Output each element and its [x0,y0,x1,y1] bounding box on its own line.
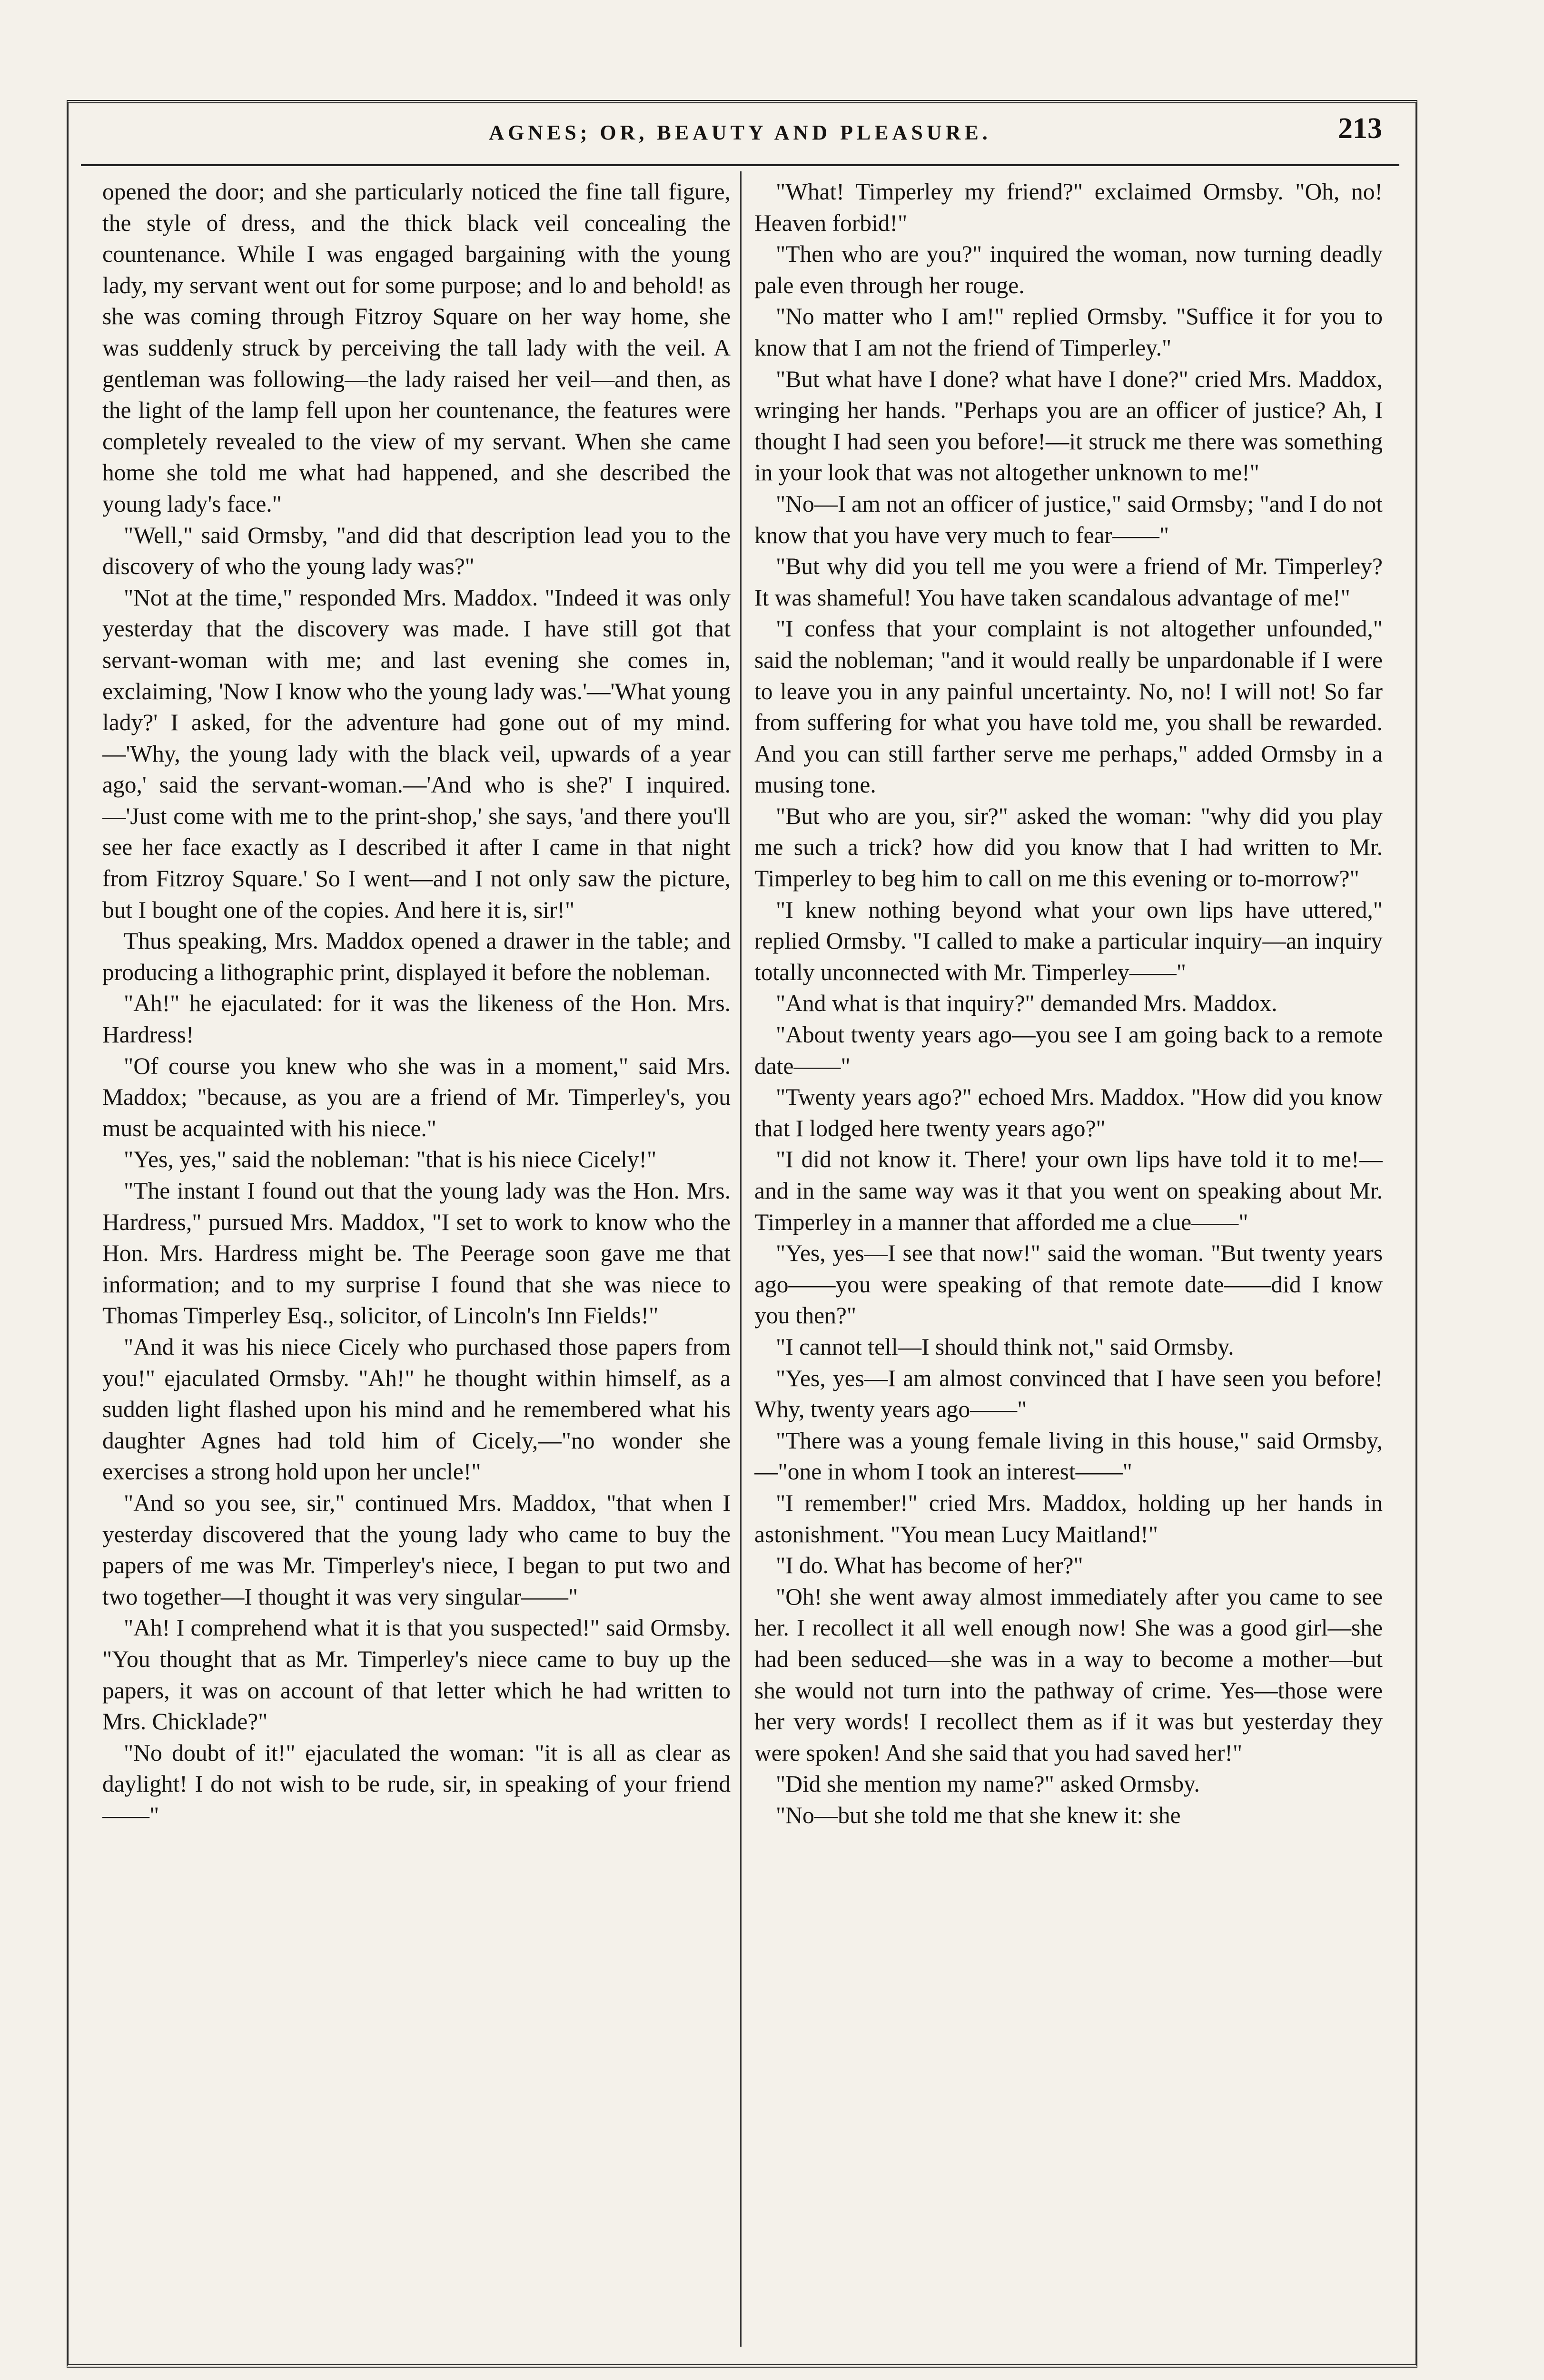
left-column [102,176,731,2342]
right-paragraph: "And what is that inquiry?" demanded Mrs. Maddox. [776,990,1277,1017]
right-paragraph: "But what have I done? what have I done?" cried Mrs. Maddox, wringing her hands. "Perhaps you are an officer of justice? Ah, I thought I had seen you before!—it struck me there was something in your look that was not altogether unknown to me!" [754,366,1383,486]
running-head [81,112,1399,166]
right-paragraph: "I remember!" cried Mrs. Maddox, holding up her hands in astonishment. "You mean Lucy Maitland!" [754,1489,1383,1547]
right-paragraph: "I knew nothing beyond what your own lips have uttered," replied Ormsby. "I called to make a particular inquiry—an inquiry totally unconnected with Mr. Timperley——" [754,896,1383,985]
left-paragraph: "Not at the time," responded Mrs. Maddox. "Indeed it was only yesterday that the discovery was made. I have still got that servant-woman with me; and last evening she comes in, exclaiming, 'Now I know who the young lady was.'—'What young lady?' I asked, for the adventure had gone out of my mind.—'Why, the young lady with the black veil, upwards of a year ago,' said the servant-woman.—'And who is she?' I inquired.—'Just come with me to the print-shop,' she says, 'and there you'll see her face exactly as I described it after I came in that night from Fitzroy Square.' So I went—and I not only saw the picture, but I bought one of the copies. And here it is, sir!" [102,584,731,923]
right-paragraph: "Twenty years ago?" echoed Mrs. Maddox. "How did you know that I lodged here twenty years ago?" [754,1084,1383,1141]
right-paragraph: "But who are you, sir?" asked the woman: "why did you play me such a trick? how did you know that I had written to Mr. Timperley to beg him to call on me this evening or to-morrow?" [754,803,1383,892]
left-paragraph: "The instant I found out that the young lady was the Hon. Mrs. Hardress," pursued Mrs. Maddox, "I set to work to know who the Hon. Mrs. Hardress might be. The Peerage soon gave me that information; and to my surprise I found that she was niece to Thomas Timperley Esq., solicitor, of Lincoln's Inn Fields!" [102,1178,731,1329]
right-paragraph: "I cannot tell—I should think not," said Ormsby. [776,1333,1234,1360]
right-paragraph: "But why did you tell me you were a friend of Mr. Timperley? It was shameful! You have taken scandalous advantage of me!" [754,553,1383,611]
right-paragraph: "Then who are you?" inquired the woman, now turning deadly pale even through her rouge. [754,241,1383,298]
right-paragraph: "About twenty years ago—you see I am going back to a remote date——" [754,1021,1383,1079]
left-paragraph: "Ah!" he ejaculated: for it was the likeness of the Hon. Mrs. Hardress! [102,990,731,1048]
left-paragraph: Thus speaking, Mrs. Maddox opened a drawer in the table; and producing a lithographic print, displayed it before the nobleman. [102,928,731,985]
left-paragraph: "Well," said Ormsby, "and did that description lead you to the discovery of who the young lady was?" [102,522,731,580]
right-paragraph: "I do. What has become of her?" [776,1552,1083,1579]
left-paragraph: "And it was his niece Cicely who purchased those papers from you!" ejaculated Ormsby. "Ah!" he thought within himself, as a sudden light flashed upon his mind and he remembered what his daughter Agnes had told him of Cicely,—"no wonder she exercises a strong hold upon her uncle!" [102,1333,731,1485]
right-paragraph: "No—I am not an officer of justice," said Ormsby; "and I do not know that you have very much to fear——" [754,490,1383,548]
left-paragraph: "Ah! I comprehend what it is that you suspected!" said Ormsby. "You thought that as Mr. Timperley's niece came to buy up the papers, it was on account of that letter which he had written to Mrs. Chicklade?" [102,1615,731,1735]
right-paragraph: "I confess that your complaint is not altogether unfounded," said the nobleman; "and it would really be unpardonable if I were to leave you in any painful uncertainty. No, no! I will not! So far from suffering for what you have told me, you shall be rewarded. And you can still farther serve me perhaps," added Ormsby in a musing tone. [754,615,1383,798]
left-paragraph: "And so you see, sir," continued Mrs. Maddox, "that when I yesterday discovered that the young lady who came to buy the papers of me was Mr. Timperley's niece, I began to put two and two together—I thought it was very singular——" [102,1489,731,1610]
left-paragraph: "Yes, yes," said the nobleman: "that is his niece Cicely!" [124,1146,657,1173]
right-paragraph: "What! Timperley my friend?" exclaimed Ormsby. "Oh, no! Heaven forbid!" [754,178,1383,236]
column-divider [740,171,742,2347]
right-paragraph: "I did not know it. There! your own lips have told it to me!—and in the same way was it that you went on speaking about Mr. Timperley in a manner that afforded me a clue——" [754,1146,1383,1235]
right-paragraph: "No matter who I am!" replied Ormsby. "Suffice it for you to know that I am not the friend of Timperley." [754,303,1383,361]
right-paragraph: "Yes, yes—I am almost convinced that I have seen you before! Why, twenty years ago——" [754,1365,1383,1423]
right-paragraph: "Yes, yes—I see that now!" said the woman. "But twenty years ago——you were speaking of that remote date——did I know you then?" [754,1240,1383,1329]
right-paragraph: "Oh! she went away almost immediately after you came to see her. I recollect it all well enough now! She was a good girl—she had been seduced—she was in a way to become a mother—but she would not turn into the pathway of crime. Yes—those were her very words! I recollect them as if it was but yesterday they were spoken! And she said that you had saved her!" [754,1583,1383,1766]
running-title: AGNES; OR, BEAUTY AND PLEASURE. [489,121,991,144]
left-paragraph: "No doubt of it!" ejaculated the woman: "it is all as clear as daylight! I do not wish to be rude, sir, in speaking of your friend——" [102,1739,731,1828]
left-paragraph: opened the door; and she particularly noticed the fine tall figure, the style of dress, and the thick black veil concealing the countenance. While I was engaged bargaining with the young lady, my servant went out for some purpose; and lo and behold! as she was coming through Fitzroy Square on her way home, she was suddenly struck by perceiving the tall lady with the veil. A gentleman was following—the lady raised her veil—and then, as the light of the lamp fell upon her countenance, the features were completely revealed to the view of my servant. When she came home she told me what had happened, and she described the young lady's face." [102,178,731,517]
right-column [754,176,1383,2342]
right-paragraph: "There was a young female living in this house," said Ormsby,—"one in whom I took an interest——" [754,1427,1383,1485]
page-number: 213 [1338,112,1382,145]
right-paragraph: "Did she mention my name?" asked Ormsby. [776,1771,1200,1797]
left-paragraph: "Of course you knew who she was in a moment," said Mrs. Maddox; "because, as you are a friend of Mr. Timperley's, you must be acquainted with his niece." [102,1052,731,1141]
right-paragraph: "No—but she told me that she knew it: she [776,1802,1181,1828]
